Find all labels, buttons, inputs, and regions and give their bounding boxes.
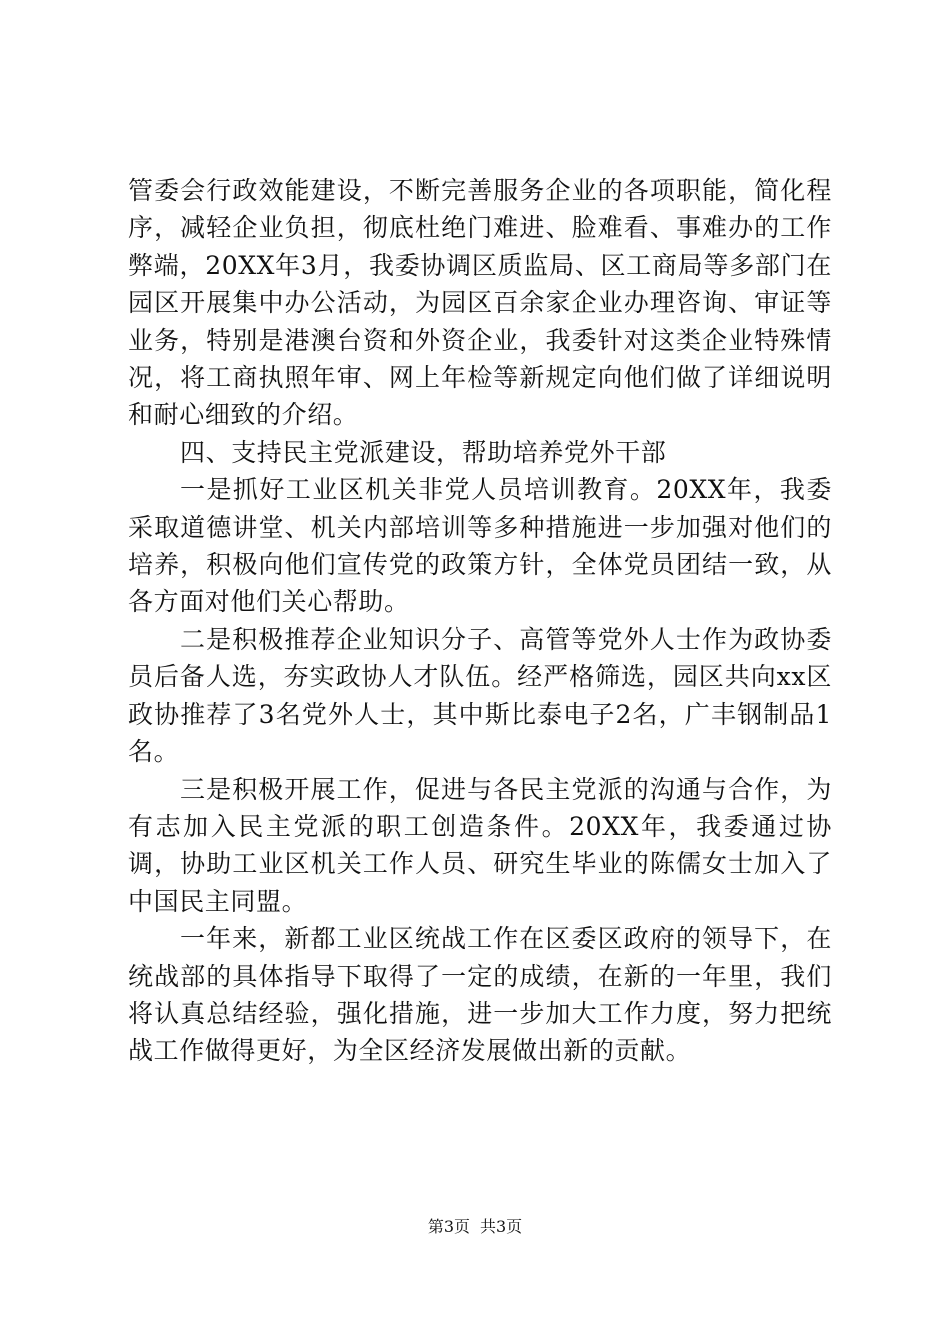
document-body <box>128 172 832 1070</box>
paragraph-continuation: 管委会行政效能建设，不断完善服务企业的各项职能，简化程序，减轻企业负担，彻底杜绝门难进、脸难看、事难办的工作弊端，20XX年3月，我委协调区质监局、区工商局等多部门在园区开展集中办公活动，为园区百余家企业办理咨询、审证等业务，特别是港澳台资和外资企业，我委针对这类企业特殊情况，将工商执照年审、网上年检等新规定向他们做了详细说明和耐心细致的介绍。 <box>128 176 832 430</box>
paragraph-item-3: 三是积极开展工作，促进与各民主党派的沟通与合作，为有志加入民主党派的职工创造条件。20XX年，我委通过协调，协助工业区机关工作人员、研究生毕业的陈儒女士加入了中国民主同盟。 <box>128 774 832 916</box>
paragraph-conclusion: 一年来，新都工业区统战工作在区委区政府的领导下，在统战部的具体指导下取得了一定的成绩，在新的一年里，我们将认真总结经验，强化措施，进一步加大工作力度，努力把统战工作做得更好，为全区经济发展做出新的贡献。 <box>128 924 832 1066</box>
page-number: 第3页 <box>427 1217 470 1236</box>
paragraph-item-2: 二是积极推荐企业知识分子、高管等党外人士作为政协委员后备人选，夯实政协人才队伍。经严格筛选，园区共向xx区政协推荐了3名党外人士，其中斯比泰电子2名，广丰钢制品1名。 <box>128 624 832 767</box>
page-total: 共3页 <box>480 1217 523 1236</box>
section-heading: 四、支持民主党派建设，帮助培养党外干部 <box>180 437 667 467</box>
page-footer <box>0 1216 950 1238</box>
paragraph-item-1: 一是抓好工业区机关非党人员培训教育。20XX年，我委采取道德讲堂、机关内部培训等多种措施进一步加强对他们的培养，积极向他们宣传党的政策方针，全体党员团结一致，从各方面对他们关心帮助。 <box>128 475 832 617</box>
